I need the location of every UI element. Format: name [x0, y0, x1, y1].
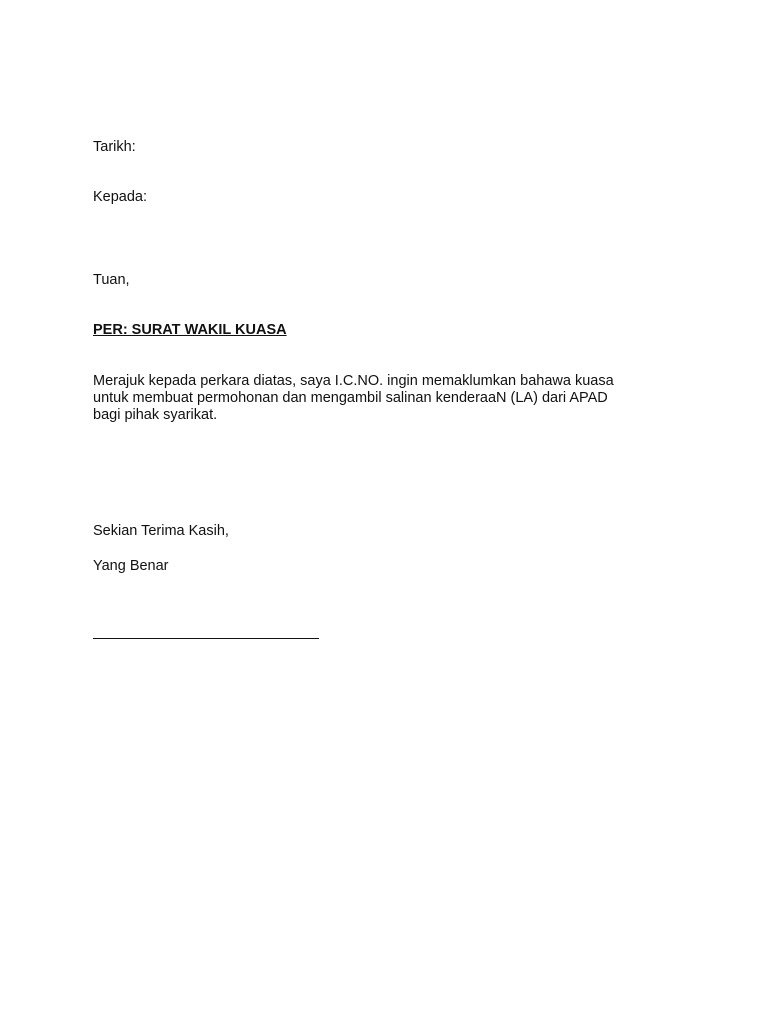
date-label: Tarikh: [93, 139, 136, 155]
salutation: Tuan, [93, 272, 130, 288]
body-line: Merajuk kepada perkara diatas, saya I.C.NO. ingin memaklumkan bahawa kuasa [93, 373, 614, 389]
signature-line [93, 638, 319, 639]
recipient-label: Kepada: [93, 189, 148, 205]
letter-body [93, 373, 673, 424]
closing-phrase: Sekian Terima Kasih, [93, 523, 229, 539]
signoff: Yang Benar [93, 558, 169, 574]
body-line: untuk membuat permohonan dan mengambil salinan kenderaaN (LA) dari APAD [93, 390, 608, 406]
subject-heading: PER: SURAT WAKIL KUASA [93, 322, 287, 338]
body-line: bagi pihak syarikat. [93, 407, 218, 423]
